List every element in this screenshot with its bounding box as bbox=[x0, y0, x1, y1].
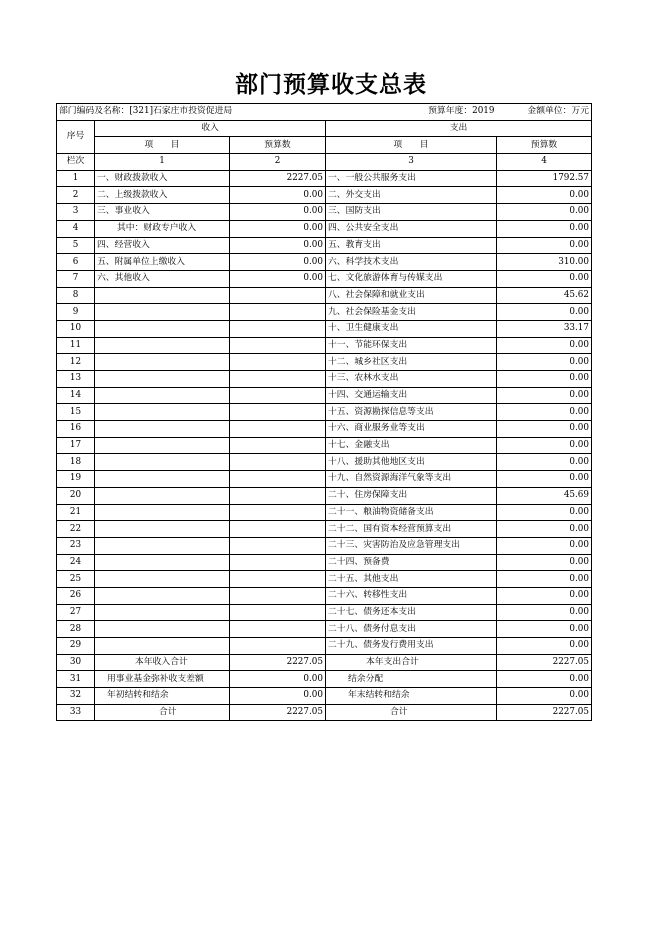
expense-value: 0.00 bbox=[497, 387, 592, 404]
expense-value: 0.00 bbox=[497, 521, 592, 538]
row-number: 9 bbox=[57, 304, 95, 321]
income-item bbox=[95, 471, 230, 488]
expense-value: 0.00 bbox=[497, 270, 592, 287]
meta-row bbox=[57, 104, 592, 121]
expense-summary-value: 0.00 bbox=[497, 688, 592, 705]
table-row bbox=[57, 287, 592, 304]
income-item bbox=[95, 371, 230, 388]
expense-item: 三、国防支出 bbox=[326, 204, 497, 221]
expense-value: 0.00 bbox=[497, 454, 592, 471]
expense-value: 0.00 bbox=[497, 187, 592, 204]
table-row bbox=[57, 337, 592, 354]
table-row bbox=[57, 537, 592, 554]
table-row bbox=[57, 220, 592, 237]
income-value: 0.00 bbox=[230, 270, 326, 287]
expense-value: 0.00 bbox=[497, 571, 592, 588]
income-item bbox=[95, 320, 230, 337]
income-item bbox=[95, 354, 230, 371]
column-index-row bbox=[57, 154, 592, 171]
row-number: 33 bbox=[57, 704, 95, 721]
table-row bbox=[57, 254, 592, 271]
expense-item: 九、社会保险基金支出 bbox=[326, 304, 497, 321]
income-value bbox=[230, 604, 326, 621]
row-number: 14 bbox=[57, 387, 95, 404]
row-number: 25 bbox=[57, 571, 95, 588]
row-number: 22 bbox=[57, 521, 95, 538]
row-number: 21 bbox=[57, 504, 95, 521]
table-row bbox=[57, 421, 592, 438]
summary-row bbox=[57, 671, 592, 688]
expense-item: 十七、金融支出 bbox=[326, 437, 497, 454]
row-number: 20 bbox=[57, 487, 95, 504]
col-index-4: 4 bbox=[497, 154, 592, 171]
income-item bbox=[95, 521, 230, 538]
income-value bbox=[230, 471, 326, 488]
table-row bbox=[57, 204, 592, 221]
expense-value: 0.00 bbox=[497, 421, 592, 438]
income-value: 2227.05 bbox=[230, 170, 326, 187]
expense-item: 六、科学技术支出 bbox=[326, 254, 497, 271]
table-row bbox=[57, 587, 592, 604]
table-row bbox=[57, 387, 592, 404]
income-item bbox=[95, 421, 230, 438]
income-value bbox=[230, 537, 326, 554]
row-number: 32 bbox=[57, 688, 95, 705]
table-row bbox=[57, 354, 592, 371]
col-index-2: 2 bbox=[230, 154, 326, 171]
expense-item: 四、公共安全支出 bbox=[326, 220, 497, 237]
row-number: 2 bbox=[57, 187, 95, 204]
income-item bbox=[95, 621, 230, 638]
expense-value: 33.17 bbox=[497, 320, 592, 337]
summary-row bbox=[57, 688, 592, 705]
expense-item-header: 项 目 bbox=[326, 137, 497, 154]
row-number: 24 bbox=[57, 554, 95, 571]
income-summary-value: 2227.05 bbox=[230, 654, 326, 671]
income-value bbox=[230, 437, 326, 454]
income-value bbox=[230, 304, 326, 321]
expense-value: 0.00 bbox=[497, 587, 592, 604]
income-summary-item: 合计 bbox=[95, 704, 230, 721]
expense-item: 二十一、粮油物资储备支出 bbox=[326, 504, 497, 521]
table-row bbox=[57, 304, 592, 321]
expense-item: 十二、城乡社区支出 bbox=[326, 354, 497, 371]
expense-item: 二十九、债务发行费用支出 bbox=[326, 638, 497, 655]
col-index-3: 3 bbox=[326, 154, 497, 171]
income-item bbox=[95, 487, 230, 504]
expense-summary-item: 年末结转和结余 bbox=[326, 688, 497, 705]
income-item bbox=[95, 604, 230, 621]
table-row bbox=[57, 554, 592, 571]
table-row bbox=[57, 437, 592, 454]
expense-summary-item: 合计 bbox=[326, 704, 497, 721]
income-item bbox=[95, 404, 230, 421]
header-row-1 bbox=[57, 120, 592, 137]
expense-value: 0.00 bbox=[497, 537, 592, 554]
expense-item: 二十六、转移性支出 bbox=[326, 587, 497, 604]
row-number: 18 bbox=[57, 454, 95, 471]
income-value bbox=[230, 487, 326, 504]
row-number: 19 bbox=[57, 471, 95, 488]
income-value: 0.00 bbox=[230, 254, 326, 271]
expense-budget-header: 预算数 bbox=[497, 137, 592, 154]
budget-table bbox=[56, 103, 592, 721]
table-row bbox=[57, 187, 592, 204]
income-value bbox=[230, 521, 326, 538]
expense-value: 0.00 bbox=[497, 371, 592, 388]
expense-value: 0.00 bbox=[497, 237, 592, 254]
expense-item: 十五、资源勘探信息等支出 bbox=[326, 404, 497, 421]
income-value bbox=[230, 287, 326, 304]
income-item bbox=[95, 554, 230, 571]
table-row bbox=[57, 571, 592, 588]
income-value bbox=[230, 504, 326, 521]
income-item bbox=[95, 454, 230, 471]
row-number: 7 bbox=[57, 270, 95, 287]
summary-row bbox=[57, 704, 592, 721]
expense-summary-value: 2227.05 bbox=[497, 704, 592, 721]
expense-value: 45.62 bbox=[497, 287, 592, 304]
expense-value: 0.00 bbox=[497, 638, 592, 655]
col-index-1: 1 bbox=[95, 154, 230, 171]
expense-value: 0.00 bbox=[497, 621, 592, 638]
row-number: 15 bbox=[57, 404, 95, 421]
income-value bbox=[230, 337, 326, 354]
table-row bbox=[57, 638, 592, 655]
income-item: 其中：财政专户收入 bbox=[95, 220, 230, 237]
dept-name: 部门编码及名称：[321]石家庄市投资促进局 bbox=[57, 104, 326, 121]
expense-value: 0.00 bbox=[497, 504, 592, 521]
income-value: 0.00 bbox=[230, 204, 326, 221]
expense-item: 十四、交通运输支出 bbox=[326, 387, 497, 404]
table-row bbox=[57, 320, 592, 337]
expense-item: 二十、住房保障支出 bbox=[326, 487, 497, 504]
expense-value: 0.00 bbox=[497, 437, 592, 454]
table-row bbox=[57, 170, 592, 187]
row-number: 12 bbox=[57, 354, 95, 371]
row-number: 29 bbox=[57, 638, 95, 655]
expense-value: 0.00 bbox=[497, 354, 592, 371]
income-value bbox=[230, 354, 326, 371]
expense-item: 十六、商业服务业等支出 bbox=[326, 421, 497, 438]
expense-item: 二十八、债务付息支出 bbox=[326, 621, 497, 638]
income-value: 0.00 bbox=[230, 237, 326, 254]
expense-value: 0.00 bbox=[497, 204, 592, 221]
expense-value: 310.00 bbox=[497, 254, 592, 271]
income-item: 三、事业收入 bbox=[95, 204, 230, 221]
expense-header: 支出 bbox=[326, 120, 592, 137]
expense-value: 0.00 bbox=[497, 337, 592, 354]
row-number: 27 bbox=[57, 604, 95, 621]
income-value bbox=[230, 571, 326, 588]
budget-year: 预算年度：2019 bbox=[326, 104, 497, 121]
row-number: 5 bbox=[57, 237, 95, 254]
expense-item: 二十四、预备费 bbox=[326, 554, 497, 571]
row-number: 31 bbox=[57, 671, 95, 688]
income-summary-item: 用事业基金弥补收支差额 bbox=[95, 671, 230, 688]
row-number: 23 bbox=[57, 537, 95, 554]
table-row bbox=[57, 621, 592, 638]
income-value bbox=[230, 554, 326, 571]
table-row bbox=[57, 471, 592, 488]
income-item-header: 项 目 bbox=[95, 137, 230, 154]
summary-row bbox=[57, 654, 592, 671]
row-number: 1 bbox=[57, 170, 95, 187]
table-row bbox=[57, 487, 592, 504]
income-value: 0.00 bbox=[230, 220, 326, 237]
row-number: 8 bbox=[57, 287, 95, 304]
expense-item: 十三、农林水支出 bbox=[326, 371, 497, 388]
row-number: 26 bbox=[57, 587, 95, 604]
income-item: 二、上级拨款收入 bbox=[95, 187, 230, 204]
income-item bbox=[95, 587, 230, 604]
income-header: 收入 bbox=[95, 120, 326, 137]
income-value bbox=[230, 454, 326, 471]
col-label: 栏次 bbox=[57, 154, 95, 171]
row-number: 3 bbox=[57, 204, 95, 221]
income-value bbox=[230, 320, 326, 337]
expense-item: 十、卫生健康支出 bbox=[326, 320, 497, 337]
row-number: 4 bbox=[57, 220, 95, 237]
income-value bbox=[230, 404, 326, 421]
expense-value: 1792.57 bbox=[497, 170, 592, 187]
expense-summary-item: 结余分配 bbox=[326, 671, 497, 688]
table-row bbox=[57, 270, 592, 287]
row-number: 6 bbox=[57, 254, 95, 271]
row-number: 10 bbox=[57, 320, 95, 337]
income-item bbox=[95, 304, 230, 321]
row-number: 11 bbox=[57, 337, 95, 354]
income-budget-header: 预算数 bbox=[230, 137, 326, 154]
expense-item: 十一、节能环保支出 bbox=[326, 337, 497, 354]
table-row bbox=[57, 504, 592, 521]
expense-item: 五、教育支出 bbox=[326, 237, 497, 254]
income-item: 一、财政拨款收入 bbox=[95, 170, 230, 187]
income-value bbox=[230, 621, 326, 638]
income-summary-item: 年初结转和结余 bbox=[95, 688, 230, 705]
seq-header: 序号 bbox=[57, 120, 95, 153]
amount-unit: 金额单位：万元 bbox=[497, 104, 592, 121]
income-item bbox=[95, 638, 230, 655]
income-item bbox=[95, 571, 230, 588]
expense-value: 0.00 bbox=[497, 404, 592, 421]
income-item bbox=[95, 337, 230, 354]
expense-item: 二十二、国有资本经营预算支出 bbox=[326, 521, 497, 538]
expense-summary-value: 0.00 bbox=[497, 671, 592, 688]
expense-value: 0.00 bbox=[497, 304, 592, 321]
income-item bbox=[95, 287, 230, 304]
row-number: 30 bbox=[57, 654, 95, 671]
row-number: 17 bbox=[57, 437, 95, 454]
income-item bbox=[95, 537, 230, 554]
expense-item: 二十五、其他支出 bbox=[326, 571, 497, 588]
header-row-2 bbox=[57, 137, 592, 154]
income-summary-item: 本年收入合计 bbox=[95, 654, 230, 671]
row-number: 16 bbox=[57, 421, 95, 438]
income-summary-value: 2227.05 bbox=[230, 704, 326, 721]
income-value bbox=[230, 587, 326, 604]
table-row bbox=[57, 521, 592, 538]
income-value bbox=[230, 387, 326, 404]
expense-item: 八、社会保障和就业支出 bbox=[326, 287, 497, 304]
income-item bbox=[95, 504, 230, 521]
row-number: 13 bbox=[57, 371, 95, 388]
income-value bbox=[230, 421, 326, 438]
income-summary-value: 0.00 bbox=[230, 671, 326, 688]
expense-value: 45.69 bbox=[497, 487, 592, 504]
expense-summary-value: 2227.05 bbox=[497, 654, 592, 671]
expense-item: 七、文化旅游体育与传媒支出 bbox=[326, 270, 497, 287]
income-value: 0.00 bbox=[230, 187, 326, 204]
income-item bbox=[95, 437, 230, 454]
income-item: 六、其他收入 bbox=[95, 270, 230, 287]
table-row bbox=[57, 404, 592, 421]
income-item bbox=[95, 387, 230, 404]
income-value bbox=[230, 638, 326, 655]
income-summary-value: 0.00 bbox=[230, 688, 326, 705]
table-row bbox=[57, 237, 592, 254]
table-row bbox=[57, 604, 592, 621]
table-row bbox=[57, 371, 592, 388]
expense-item: 十九、自然资源海洋气象等支出 bbox=[326, 471, 497, 488]
income-value bbox=[230, 371, 326, 388]
income-item: 五、附属单位上缴收入 bbox=[95, 254, 230, 271]
expense-item: 二十七、债务还本支出 bbox=[326, 604, 497, 621]
expense-value: 0.00 bbox=[497, 220, 592, 237]
page-title: 部门预算收支总表 bbox=[235, 72, 427, 98]
expense-item: 一、一般公共服务支出 bbox=[326, 170, 497, 187]
income-item: 四、经营收入 bbox=[95, 237, 230, 254]
expense-item: 十八、援助其他地区支出 bbox=[326, 454, 497, 471]
row-number: 28 bbox=[57, 621, 95, 638]
expense-item: 二十三、灾害防治及应急管理支出 bbox=[326, 537, 497, 554]
expense-summary-item: 本年支出合计 bbox=[326, 654, 497, 671]
expense-value: 0.00 bbox=[497, 471, 592, 488]
table-row bbox=[57, 454, 592, 471]
expense-item: 二、外交支出 bbox=[326, 187, 497, 204]
expense-value: 0.00 bbox=[497, 554, 592, 571]
expense-value: 0.00 bbox=[497, 604, 592, 621]
